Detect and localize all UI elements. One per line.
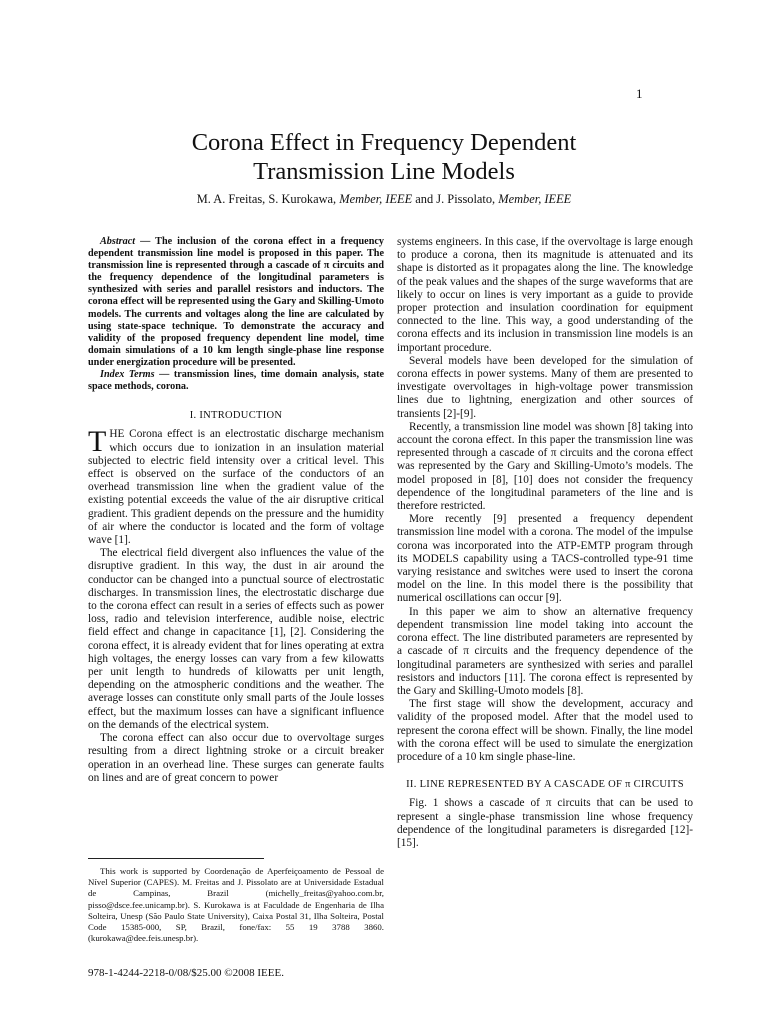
intro-paragraph-2: The electrical field divergent also influences the value of the disruptive gradient. In this way, the dust in air around the conductor can be changed into a punctual source of electrostatic discharges. In transmission lines, the electrostatic discharge due to the corona effect can result in a series of effects such as power loss, radio and television interference, audible noise, electric field effect and change in capacitance [1], [2]. Considering the corona effect, it is already evident that for lines operating at extra high voltages, the energy losses can vary from a few kilowatts per unit length to hundreds of kilowatts per unit length, depending on the atmospheric conditions and the weather. The average losses can constitute only small parts of the Joule losses effect, but the maximum losses can have a significant influence on the demands of the electrical system. — [88, 547, 384, 731]
authors-and: and J. Pissolato, — [412, 192, 499, 206]
section-heading-cascade: II. LINE REPRESENTED BY A CASCADE OF π CIRCUITS — [406, 779, 684, 791]
right-paragraph-3: Recently, a transmission line model was shown [8] taking into account the corona effect. In this paper the transmission line was represented through a cascade of π circuits and the corona effect was represented by the Gary and Skilling-Umoto’s models. The model proposed in [8], [10] does not consider the frequency dependence of the longitudinal parameters of the line and is therefore restricted. — [397, 420, 693, 513]
authors-names-1: M. A. Freitas, S. Kurokawa, — [196, 192, 340, 206]
section-heading-introduction: I. INTRODUCTION — [189, 410, 283, 422]
drop-cap: T — [88, 425, 107, 459]
authors-member-1: Member — [339, 192, 380, 206]
intro-paragraph-1-text: HE Corona effect is an electrostatic discharge mechanism which occurs due to ionization in an insulation material subjected to electric field intensity over a critical level. This effect is observed on the surface of the conductors of an overhead transmission line when the gradient value of the existing potential exceeds the value of the air disruptive critical gradient. This gradient depends on the pressure and the humidity of air where the conductor is located and the form of voltage wave [1]. — [88, 428, 384, 547]
title-line-2: Transmission Line Models — [253, 158, 515, 185]
right-paragraph-1: systems engineers. In this case, if the overvoltage is large enough to produce a corona, then its magnitude is attenuated and its shape is distorted as it propagates along the line. The knowledge of the peak values and the shapes of the surge waveforms that are likely to occur on lines is very important as a guide to provide proper protection and insulation coordination for equipment connected to the line. This way, a good understanding of the corona effects and its inclusion in transmission line models is an important procedure. — [397, 236, 693, 354]
left-column — [88, 236, 384, 785]
footnote-divider — [88, 858, 264, 859]
title-line-1: Corona Effect in Frequency Dependent — [191, 129, 577, 156]
index-terms-lead: Index Terms — [100, 369, 155, 381]
authors-ieee-2: , IEEE — [538, 192, 572, 206]
index-terms-text: — transmission lines, time domain analysis, state space methods, corona. — [88, 369, 384, 393]
right-paragraph-2: Several models have been developed for the simulation of corona effects in power systems. Many of them are presented to investigate overvoltages in high-voltage power transmission lines due to lightning, energization and other sources of transients [2]-[9]. — [397, 354, 693, 420]
intro-paragraph-1 — [88, 425, 384, 547]
index-terms — [88, 369, 384, 393]
paper-title — [120, 128, 648, 186]
right-paragraph-4: More recently [9] presented a frequency dependent transmission line model with a corona. The model of the impulse corona was incorporated into the ATP-EMTP program through its MODELS capability using a TACS-controlled type-91 time varying resistance and switches were used to insert the corona model on the line. In this model there is the possibility that numerical oscillations can occur [9]. — [397, 513, 693, 605]
right-paragraph-7: Fig. 1 shows a cascade of π circuits that can be used to represent a single-phase transmission line whose frequency dependence of the longitudinal parameters is disregarded [12]-[15]. — [397, 797, 693, 849]
authors-member-2: Member — [498, 192, 539, 206]
footnote: This work is supported by Coordenação de Aperfeiçoamento de Pessoal de Nível Superior (CAPES). M. Freitas and J. Pissolato are at Universidade Estadual de Campinas, Brazil (michelly_freitas@yahoo.com.br, pisso@dsce.fee.unicamp.br). S. Kurokawa is at Faculdade de Engenharia de Ilha Solteira, Unesp (São Paulo State University), Caixa Postal 31, Ilha Solteira, Postal Code 15385-000, SP, Brazil, fone/fax: 55 19 3788 3860. (kurokawa@dee.feis.unesp.br). — [88, 866, 384, 944]
right-paragraph-5: In this paper we aim to show an alternative frequency dependent transmission line model taking into account the corona effect. The line distributed parameters are represented by a cascade of π circuits and the frequency dependence of the longitudinal parameters are synthesized with series and parallel resistors and inductors [11]. The corona effect is represented by the Gary and Skilling-Umoto models [8]. — [397, 605, 693, 697]
right-paragraph-6: The first stage will show the development, accuracy and validity of the proposed model. After that the model used to represent the corona effect will be shown. Finally, the line model with the corona effect will be used to simulate the energization procedure of a 10 km single phase-line. — [397, 698, 693, 763]
right-column — [397, 236, 693, 850]
abstract-lead: Abstract — [100, 236, 136, 247]
abstract-text: — The inclusion of the corona effect in a frequency dependent transmission line model is proposed in this paper. The transmission line is represented through a cascade of π circuits and the frequency dependence of the longitudinal parameters is synthesized with series and parallel resistors and inductors. The corona effect will be represented using the Gary and Skilling-Umoto models. The currents and voltages along the line are calculated by using state-space technique. To demonstrate the accuracy and validity of the proposed frequency dependent line model, time domain simulations of a 10 km length single-phase line response under energization procedure will be presented. — [88, 236, 384, 368]
author-list — [120, 192, 648, 207]
authors-ieee-1: , IEEE — [379, 192, 413, 206]
copyright-line: 978-1-4244-2218-0/08/$25.00 ©2008 IEEE. — [88, 967, 284, 979]
intro-paragraph-3: The corona effect can also occur due to overvoltage surges resulting from a direct lightning stroke or a circuit breaker operation in an overhead line. These surges can generate faults on lines and are of great concern to power — [88, 732, 384, 784]
page-number: 1 — [636, 86, 643, 101]
abstract — [88, 236, 384, 369]
